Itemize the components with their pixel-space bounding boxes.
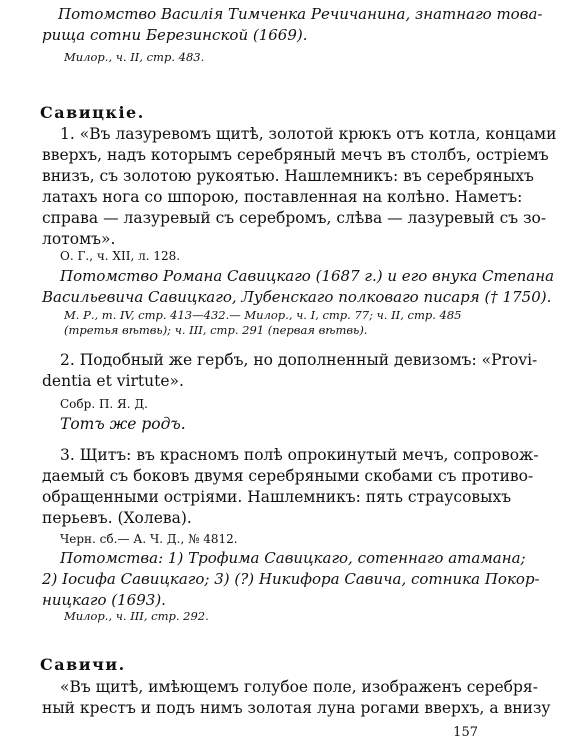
savichi-text (0, 677, 551, 719)
text-line: Потомство Романа Савицкаго (1687 г.) и его внука Степана (60, 267, 555, 285)
top-descent-text (0, 4, 543, 46)
page-number: 157 (453, 725, 478, 740)
text-line: Васильевича Савицкаго, Лубенскаго полковаго писаря († 1750). (42, 288, 552, 306)
text-line: латахъ нога со шпорою, поставленная на колѣно. Наметъ: (42, 188, 523, 206)
text-line: dentia et virtute». (42, 372, 184, 390)
text-line: Потомство Василія Тимченка Речичанина, знатнаго това- (58, 5, 543, 23)
entry-2-note: Тотъ же родъ. (60, 415, 186, 433)
entry-1-source: О. Г., ч. XII, л. 128. (60, 249, 181, 263)
text-line: «Въ щитѣ, имѣющемъ голубое поле, изображенъ серебря- (60, 678, 538, 696)
text-line: ницкаго (1693). (42, 591, 166, 609)
entry-3-text (0, 445, 539, 529)
section-heading-savitskie: Савицкіе. (40, 103, 145, 122)
text-line: Потомства: 1) Трофима Савицкаго, сотеннаго атамана; (60, 549, 526, 567)
text-line: лотомъ». (42, 230, 116, 248)
text-line: обращенными остріями. Нашлемникъ: пять страусовыхъ (42, 488, 512, 506)
text-line: 2. Подобный же гербъ, но дополненный девизомъ: «Provi- (60, 351, 538, 369)
text-line: даемый съ боковъ двумя серебряными скобами съ противо- (42, 467, 534, 485)
text-line: рища сотни Березинской (1669). (42, 26, 308, 44)
text-line: перьевъ. (Холева). (42, 509, 192, 527)
entry-3-reference: Милор., ч. III, стр. 292. (64, 609, 209, 623)
text-line: вверхъ, надъ которымъ серебряный мечъ въ столбъ, остріемъ (42, 146, 549, 164)
entry-2-text (0, 350, 538, 392)
entry-1-references (0, 308, 460, 338)
text-line: справа — лазуревый съ серебромъ, слѣва — лазуревый съ зо- (42, 209, 547, 227)
text-line: 1. «Въ лазуревомъ щитѣ, золотой крюкъ отъ котла, концами (60, 125, 557, 143)
text-line: ный крестъ и подъ нимъ золотая луна рогами вверхъ, а внизу (42, 699, 551, 717)
text-line: внизъ, съ золотою рукоятью. Нашлемникъ: въ серебряныхъ (42, 167, 534, 185)
entry-2-source: Собр. П. Я. Д. (60, 397, 148, 411)
entry-1-text (0, 124, 557, 250)
text-line: (третья вѣтвь); ч. III, стр. 291 (первая вѣтвь). (64, 323, 368, 337)
entry-3-source: Черн. сб.— А. Ч. Д., № 4812. (60, 532, 238, 546)
text-line: М. Р., т. IV, стр. 413—432.— Милор., ч. I, стр. 77; ч. II, стр. 485 (64, 308, 462, 322)
top-reference: Милор., ч. II, стр. 483. (64, 50, 205, 64)
entry-3-descent (0, 548, 540, 611)
section-heading-savichi: Савичи. (40, 655, 126, 674)
entry-1-descent (0, 266, 555, 308)
text-line: 3. Щитъ: въ красномъ полѣ опрокинутый мечъ, сопровож- (60, 446, 539, 464)
text-line: 2) Іосифа Савицкаго; 3) (?) Никифора Савича, сотника Покор- (42, 570, 540, 588)
